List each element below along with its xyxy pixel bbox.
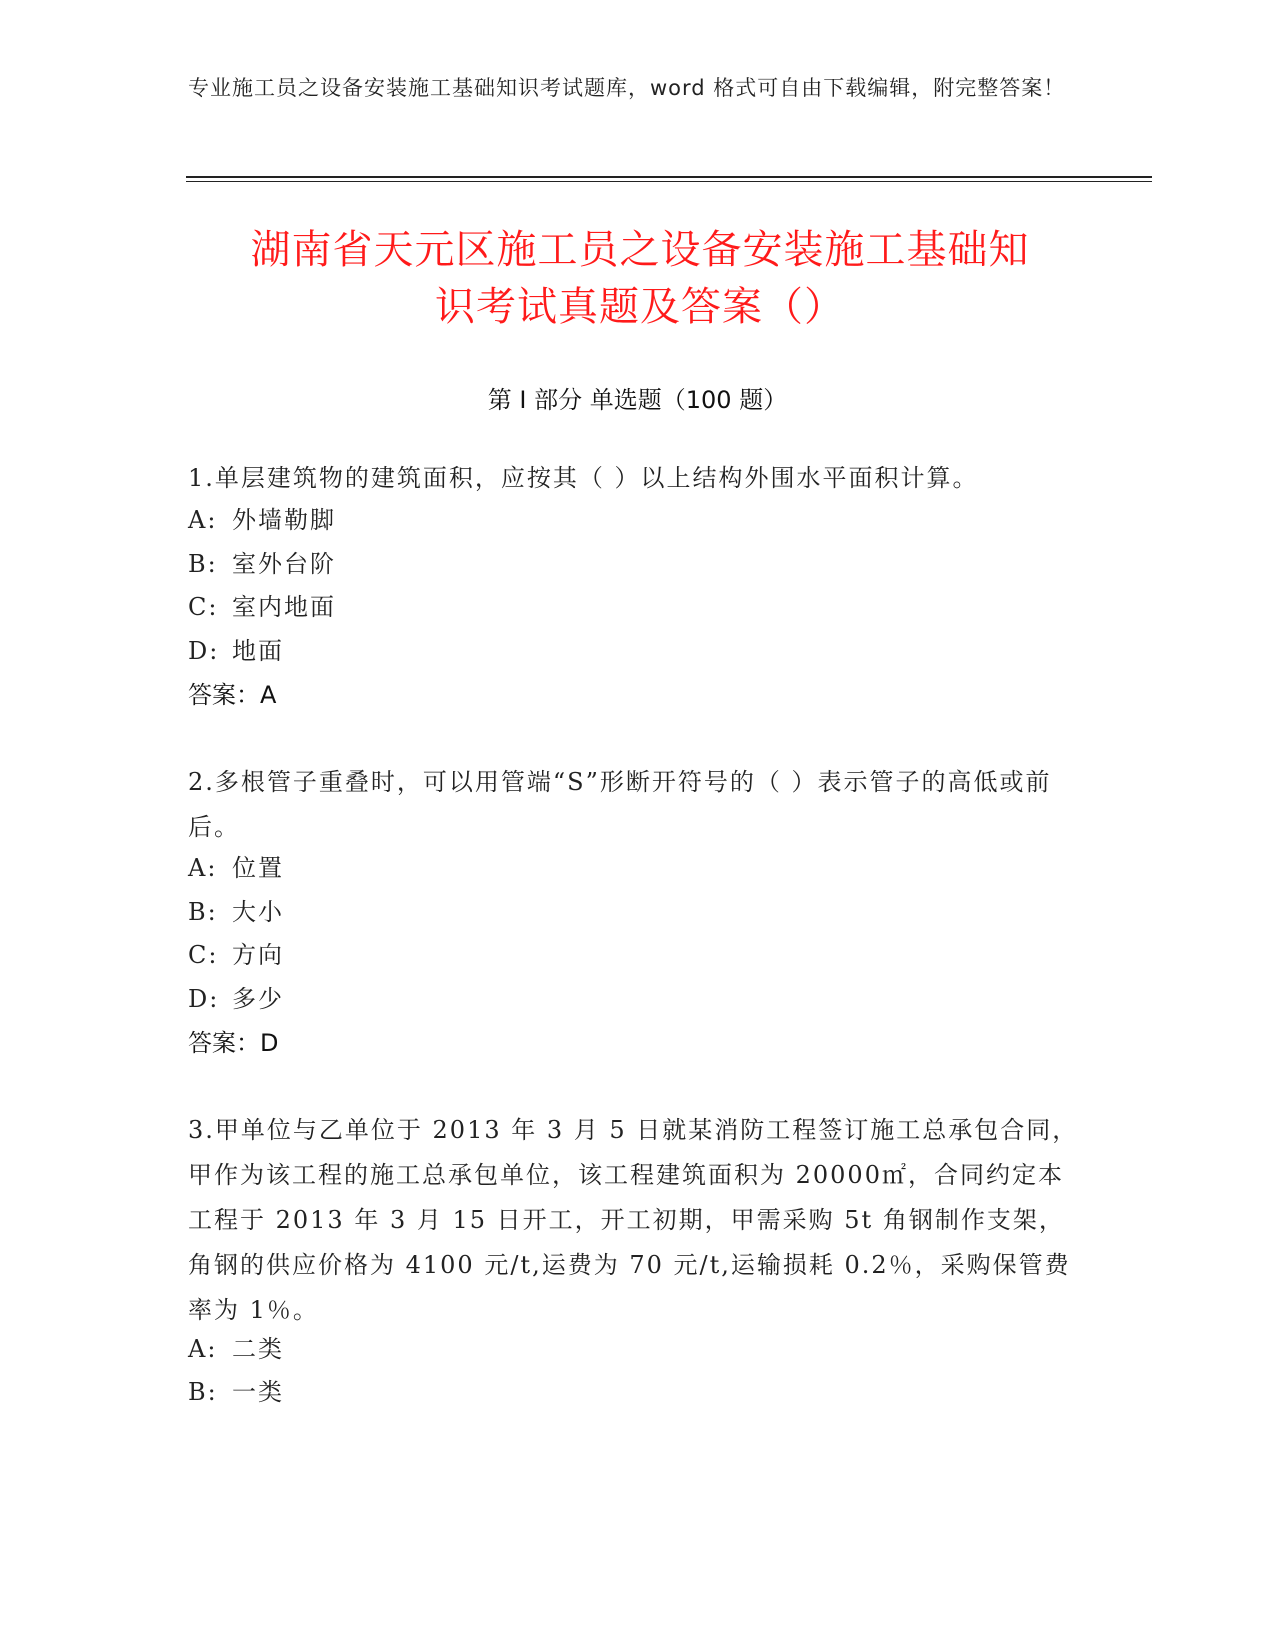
header-divider-thick (186, 176, 1152, 178)
header-note: 专业施工员之设备安装施工基础知识考试题库，word 格式可自由下载编辑，附完整答案！ (188, 76, 1066, 100)
header-divider-thin (186, 181, 1152, 182)
option-key: C: (188, 593, 219, 621)
question-1-answer: 答案：A (188, 681, 277, 709)
question-2-option-a (188, 852, 284, 884)
question-2-option-b (188, 896, 284, 928)
question-1-option-d (188, 635, 284, 667)
question-3-option-b (188, 1376, 284, 1408)
option-key: B: (188, 898, 218, 926)
question-1-text: 1.单层建筑物的建筑面积，应按其（ ）以上结构外围水平面积计算。 (188, 464, 979, 492)
option-text: 一类 (232, 1378, 284, 1406)
option-text: 大小 (232, 898, 284, 926)
question-1-option-c (188, 591, 336, 623)
option-key: A: (188, 854, 218, 882)
option-key: A: (188, 506, 218, 534)
question-3-text: 3.甲单位与乙单位于 2013 年 3 月 5 日就某消防工程签订施工总承包合同，甲作为该工程的施工总承包单位，该工程建筑面积为 20000㎡，合同约定本工程于 2013 年 3 月 15 日开工，开工初期，甲需采购 5t 角钢制作支架，角钢的供应价格为 4100 元/t,运费为 70 元/t,运输损耗 0.2％，采购保管费率为 1％。 (188, 1116, 1079, 1324)
question-2-text: 2.多根管子重叠时，可以用管端“S”形断开符号的（ ）表示管子的高低或前后。 (188, 768, 1052, 841)
section-heading: 第 I 部分 单选题（100 题） (487, 386, 788, 414)
option-key: B: (188, 1378, 218, 1406)
option-key: A: (188, 1335, 218, 1363)
question-2-option-c (188, 939, 284, 971)
option-text: 室外台阶 (232, 550, 336, 578)
question-2-option-d (188, 983, 284, 1015)
question-1-option-b (188, 548, 336, 580)
option-text: 多少 (232, 985, 284, 1013)
question-1-option-a (188, 504, 336, 536)
question-2-answer: 答案：D (188, 1029, 279, 1057)
option-key: D: (188, 637, 220, 665)
option-text: 室内地面 (232, 593, 336, 621)
option-key: C: (188, 941, 219, 969)
option-text: 位置 (232, 854, 284, 882)
document-title-line-2: 识考试真题及答案（） (435, 284, 845, 330)
question-3-option-a (188, 1333, 284, 1365)
document-title (190, 222, 1090, 336)
option-key: D: (188, 985, 220, 1013)
option-text: 地面 (232, 637, 284, 665)
option-text: 外墙勒脚 (232, 506, 336, 534)
option-text: 二类 (232, 1335, 284, 1363)
option-key: B: (188, 550, 218, 578)
option-text: 方向 (232, 941, 284, 969)
document-title-line-1: 湖南省天元区施工员之设备安装施工基础知 (250, 227, 1030, 273)
